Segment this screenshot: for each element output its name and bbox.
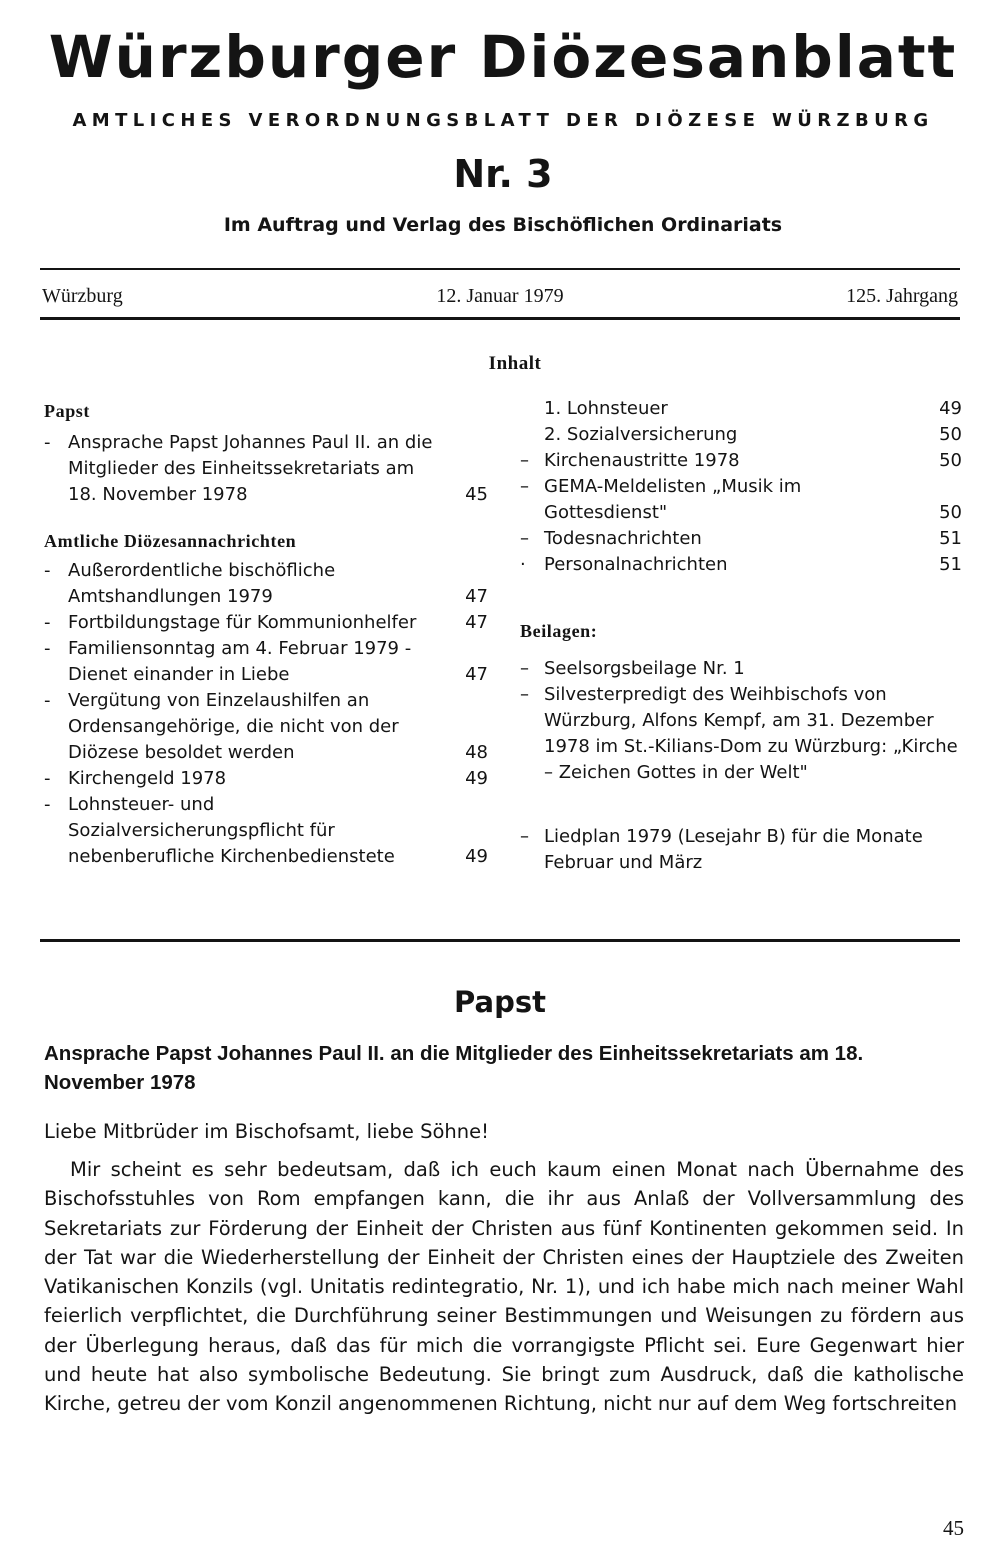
contents-item-page: 49 — [939, 398, 962, 419]
beilage-item-text: Silvesterpredigt des Weihbischofs von Würzburg, Alfons Kempf, am 31. Dezember 1978 im St.-Kilians-Dom zu Würzburg: „Kirche – Zeichen Gottes in der Welt" — [544, 684, 958, 783]
contents-item-text: Lohnsteuer- und Sozialversicherungspflicht für nebenberufliche Kirchenbedienstete — [68, 794, 395, 867]
beilage-item-text: Liedplan 1979 (Lesejahr B) für die Monate Februar und März — [544, 826, 923, 873]
contents-item-page: 48 — [465, 742, 488, 763]
masthead-subtitle: AMTLICHES VERORDNUNGSBLATT DER DIÖZESE WÜRZBURG — [72, 110, 934, 131]
item-dash: - — [44, 638, 51, 659]
item-dash: – — [520, 658, 529, 679]
contents-item-text: Familiensonntag am 4. Februar 1979 - Dienet einander in Liebe — [68, 638, 412, 685]
contents-item-text: 1. Lohnsteuer — [544, 398, 668, 419]
contents-item[interactable] — [44, 430, 488, 508]
contents-item[interactable] — [520, 422, 962, 448]
contents-item[interactable] — [44, 792, 488, 870]
contents-item-page: 51 — [939, 528, 962, 549]
dateline-place: Würzburg — [42, 285, 123, 307]
contents-item-page: 47 — [465, 586, 488, 607]
contents-item-page: 49 — [465, 846, 488, 867]
contents-item[interactable] — [520, 396, 962, 422]
dateline-rule — [40, 317, 960, 320]
contents-item-page: 50 — [939, 502, 962, 523]
issue-number: Nr. 3 — [453, 152, 553, 196]
contents-item[interactable] — [520, 448, 962, 474]
contents-item-text: Kirchenaustritte 1978 — [544, 450, 740, 471]
contents-item[interactable] — [520, 552, 962, 578]
contents-item[interactable] — [44, 688, 488, 766]
contents-item-text: Fortbildungstage für Kommunionhelfer — [68, 612, 417, 633]
contents-item-text: 2. Sozialversicherung — [544, 424, 738, 445]
item-dash: - — [44, 768, 51, 789]
contents-item-text: Personalnachrichten — [544, 554, 728, 575]
contents-item[interactable] — [520, 526, 962, 552]
item-dash: - — [44, 690, 51, 711]
beilage-item[interactable] — [520, 656, 962, 682]
article-paragraph: Mir scheint es sehr bedeutsam, daß ich euch kaum einen Monat nach Übernahme des Bischofsstuhles von Rom empfangen kann, die ihr aus Anlaß der Vollversammlung des Sekretariats zur Förderung der Einheit der Christen aus fünf Kontinenten gekommen seid. In der Tat war die Wiederherstellung der Einheit der Christen eines der Hauptziele des Zweiten Vatikanischen Konzils (vgl. Unitatis redintegratio, Nr. 1), und ich habe mich nach meiner Wahl feierlich verpflichtet, die Durchführung seiner Bestimmungen und Weisungen zu fördern aus der Überlegung heraus, daß das für mich die vorrangigste Pflicht sei. Eure Gegenwart hier und heute hat also symbolische Bedeutung. Sie bringt zum Ausdruck, daß die katholische Kirche, getreu der vom Konzil angenommenen Richtung, nicht nur auf dem Weg fortschreiten — [44, 1158, 964, 1416]
contents-left-column — [44, 398, 488, 870]
contents-item[interactable] — [44, 766, 488, 792]
item-dash: - — [44, 432, 51, 453]
contents-item-page: 47 — [465, 612, 488, 633]
item-dash: · — [520, 554, 526, 575]
contents-heading: Inhalt — [488, 353, 542, 374]
top-rule — [40, 268, 960, 270]
contents-item-text: GEMA-Meldelisten „Musik im Gottesdienst" — [544, 476, 802, 523]
publisher-line: Im Auftrag und Verlag des Bischöflichen Ordinariats — [223, 214, 783, 236]
contents-bottom-rule — [40, 939, 960, 942]
contents-section-heading: Papst — [44, 401, 91, 421]
page-number: 45 — [943, 1516, 964, 1540]
item-dash: – — [520, 476, 529, 497]
item-dash: - — [44, 560, 51, 581]
article-salutation: Liebe Mitbrüder im Bischofsamt, liebe Söhne! — [44, 1120, 489, 1143]
contents-item[interactable] — [520, 474, 962, 526]
article-title: Ansprache Papst Johannes Paul II. an die Mitglieder des Einheitssekretariats am 18. November 1978 — [44, 1042, 864, 1094]
contents-item-text: Außerordentliche bischöfliche Amtshandlungen 1979 — [68, 560, 336, 607]
item-dash: – — [520, 528, 529, 549]
contents-item-page: 45 — [465, 484, 488, 505]
contents-right-column — [520, 396, 962, 876]
contents-item[interactable] — [44, 610, 488, 636]
item-dash: - — [44, 794, 51, 815]
section-title: Papst — [454, 985, 546, 1019]
dateline-volume: 125. Jahrgang — [846, 285, 958, 307]
beilage-item[interactable] — [520, 682, 962, 786]
contents-item[interactable] — [44, 558, 488, 610]
item-dash: – — [520, 826, 529, 847]
contents-item-page: 50 — [939, 424, 962, 445]
beilagen-heading: Beilagen: — [520, 621, 598, 641]
contents-item-page: 47 — [465, 664, 488, 685]
contents-item-text: Vergütung von Einzelaushilfen an Ordensangehörige, die nicht von der Diözese besoldet werden — [68, 690, 399, 763]
dateline-date: 12. Januar 1979 — [436, 285, 564, 307]
masthead-title: Würzburger Diözesanblatt — [48, 23, 958, 91]
item-dash: – — [520, 684, 529, 705]
contents-section-heading: Amtliche Diözesannachrichten — [44, 531, 297, 551]
item-dash: - — [44, 612, 51, 633]
item-dash: – — [520, 450, 529, 471]
contents-item-page: 50 — [939, 450, 962, 471]
contents-item-text: Ansprache Papst Johannes Paul II. an die Mitglieder des Einheitssekretariats am 18. November 1978 — [68, 432, 433, 505]
contents-item-text: Todesnachrichten — [544, 528, 702, 549]
contents-item-page: 49 — [465, 768, 488, 789]
beilage-item[interactable] — [520, 824, 962, 876]
beilage-item-text: Seelsorgsbeilage Nr. 1 — [544, 658, 745, 679]
contents-item-text: Kirchengeld 1978 — [68, 768, 227, 789]
contents-item-page: 51 — [939, 554, 962, 575]
contents-item[interactable] — [44, 636, 488, 688]
